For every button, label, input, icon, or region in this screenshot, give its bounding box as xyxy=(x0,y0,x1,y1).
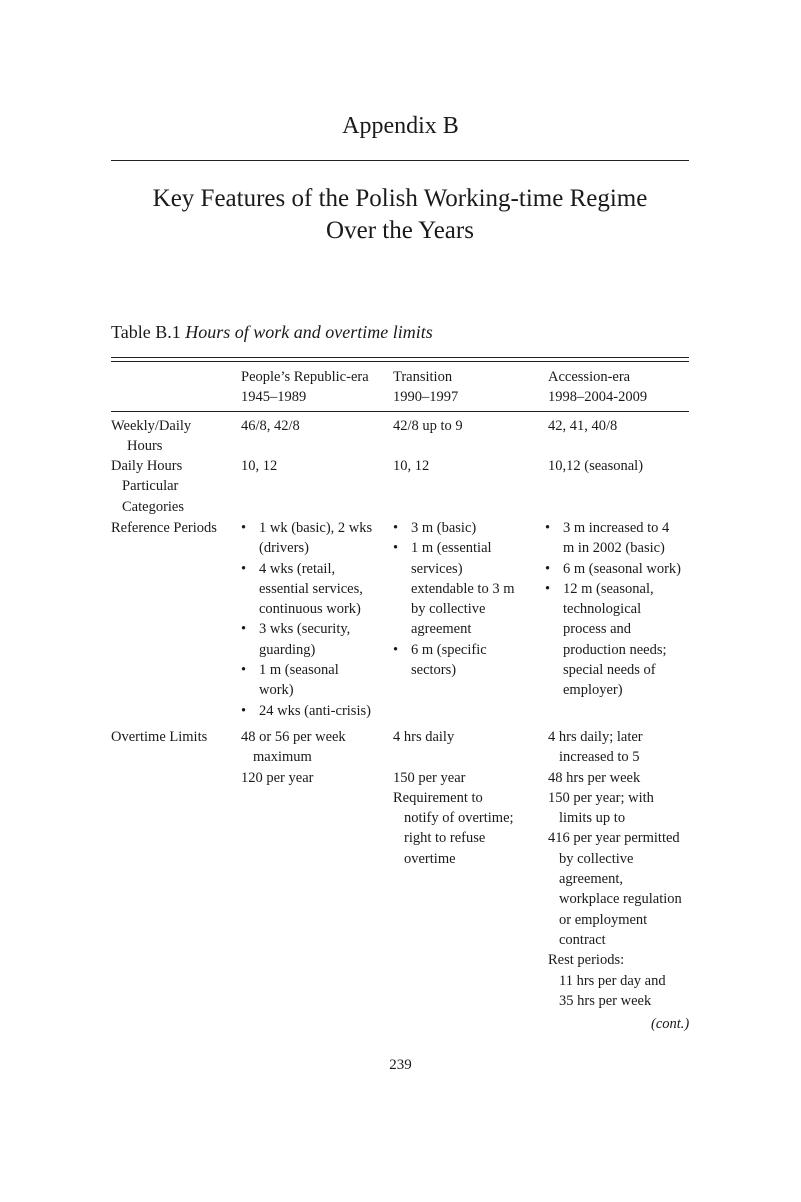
row-label-overtime-limits: Overtime Limits xyxy=(111,729,208,745)
row-label-daily-hours-categories: Daily Hours Particular Categories xyxy=(111,458,185,515)
cell-daily-accession: 10,12 (seasonal) xyxy=(548,458,644,474)
heading-line-2: Over the Years xyxy=(326,217,474,244)
appendix-heading xyxy=(111,183,689,247)
heading-line-1: Key Features of the Polish Working-time Regime xyxy=(152,185,648,212)
cell-daily-transition: 10, 12 xyxy=(393,458,430,474)
list-item: • 1 m (seasonal work) xyxy=(241,660,372,701)
list-item: • 12 m (seasonal, technological process and production needs; special needs of employer) xyxy=(545,579,681,701)
list-item: • 3 m (basic) xyxy=(393,518,514,538)
continued-note: (cont.) xyxy=(651,1016,690,1032)
column-header-transition: Transition 1990–1997 xyxy=(393,369,459,406)
table-top-rule xyxy=(111,357,689,358)
table-caption-text: Hours of work and overtime limits xyxy=(185,322,433,342)
cell-reference-peoples xyxy=(241,518,372,721)
cell-weekly-peoples: 46/8, 42/8 xyxy=(241,418,300,434)
list-item: • 1 wk (basic), 2 wks (drivers) xyxy=(241,518,372,559)
column-header-accession: Accession-era 1998–2004-2009 xyxy=(548,369,648,406)
list-item: • 3 m increased to 4 m in 2002 (basic) xyxy=(545,518,681,559)
row-label-weekly-daily-hours: Weekly/Daily Hours xyxy=(111,418,192,455)
cell-overtime-peoples: 48 or 56 per week maximum 120 per year xyxy=(241,729,346,786)
appendix-title: Appendix B xyxy=(342,113,459,139)
cell-weekly-accession: 42, 41, 40/8 xyxy=(548,418,618,434)
cell-weekly-transition: 42/8 up to 9 xyxy=(393,418,463,434)
list-item: • 6 m (specific sectors) xyxy=(393,640,514,681)
title-rule xyxy=(111,160,689,161)
table-caption xyxy=(111,322,433,343)
cell-overtime-accession: 4 hrs daily; later increased to 5 48 hrs per week 150 per year; with limits up to 416 per year permitted by collective agreement, workplace regulation or employment contract Rest periods: 11 hrs per day and 35 hrs per week xyxy=(548,729,682,1009)
column-header-peoples-republic: People’s Republic-era 1945–1989 xyxy=(241,369,369,406)
cell-reference-transition xyxy=(393,518,514,680)
cell-overtime-transition: 4 hrs daily 150 per year Requirement to notify of overtime; right to refuse overtime xyxy=(393,729,514,867)
row-label-reference-periods: Reference Periods xyxy=(111,520,217,536)
list-item: • 4 wks (retail, essential services, continuous work) xyxy=(241,559,372,620)
header-rule xyxy=(111,411,689,412)
cell-reference-accession xyxy=(545,518,681,701)
page-number: 239 xyxy=(389,1057,412,1073)
list-item: • 6 m (seasonal work) xyxy=(545,559,681,579)
table-label: Table B.1 xyxy=(111,322,181,342)
list-item: • 3 wks (security, guarding) xyxy=(241,619,372,660)
cell-daily-peoples: 10, 12 xyxy=(241,458,278,474)
table-top-rule-2 xyxy=(111,361,689,362)
list-item: • 1 m (essential services) extendable to 3 m by collective agreement xyxy=(393,538,514,639)
list-item: • 24 wks (anti-crisis) xyxy=(241,701,372,721)
